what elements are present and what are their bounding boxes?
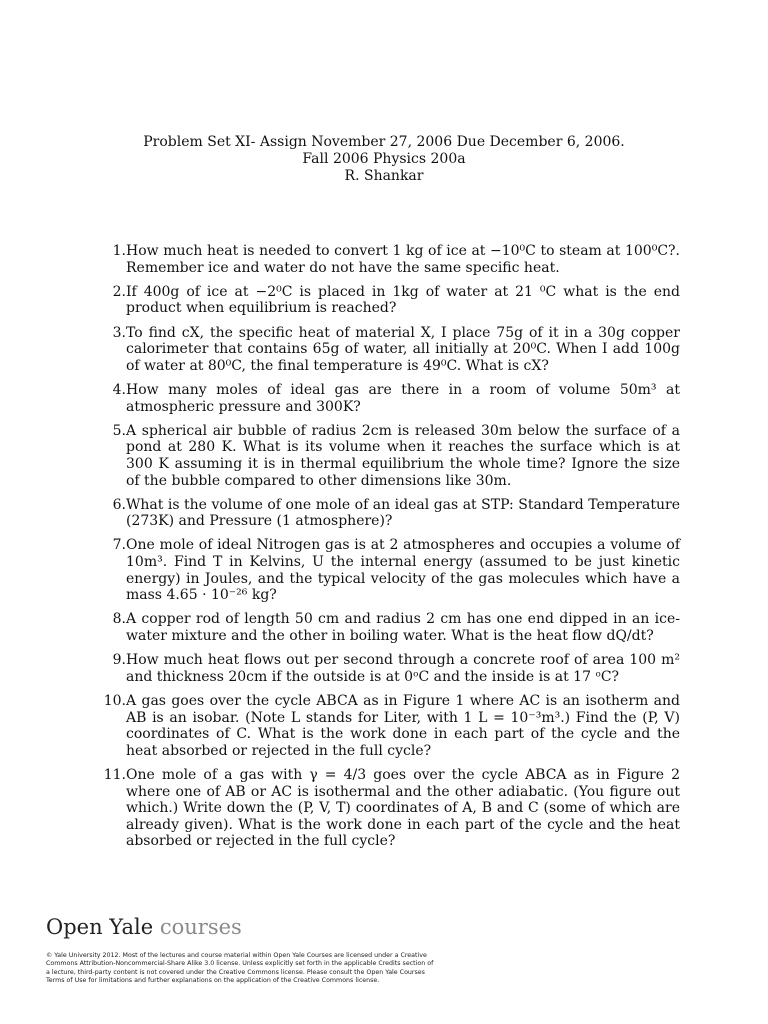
problem-number: 9. [112,652,126,669]
problem-number: 5. [112,422,126,439]
problem-item [102,423,680,489]
problem-number: 2. [112,283,126,300]
problem-text: A copper rod of length 50 cm and radius 2 cm has one end dipped in an ice-water mixture and the other in boiling water. What is the heat flow dQ/dt? [126,611,680,645]
problem-text: A spherical air bubble of radius 2cm is released 30m below the surface of a pond at 280 K. What is its volume when it reaches the surface which is at 300 K assuming it is in thermal equilibrium the whole time? Ignore the size of the bubble compared to other dimensions like 30m. [126,422,680,489]
problem-item [102,611,680,644]
problem-number: 6. [112,496,126,513]
brand-main: Open Yale [46,915,154,939]
problem-item [102,767,680,850]
problem-text: One mole of ideal Nitrogen gas is at 2 atmospheres and occupies a volume of 10m³. Find T in Kelvins, U the internal energy (assumed to be just kinetic energy) in Joules, and the typical velocity of the gas molecules which have a mass 4.65 · 10⁻²⁶ kg? [126,537,680,604]
problem-text: What is the volume of one mole of an ideal gas at STP: Standard Temperature (273K) and Pressure (1 atmosphere)? [126,496,680,530]
problem-item [102,652,680,685]
problem-item [102,693,680,759]
problem-text: How much heat is needed to convert 1 kg of ice at −10⁰C to steam at 100⁰C?. Remember ice and water do not have the same specific heat. [126,243,680,276]
problem-number: 10. [103,693,126,709]
problem-number: 11. [103,766,126,783]
problem-number: 8. [112,611,126,628]
problem-item [102,284,680,317]
open-yale-courses-logo [46,915,242,939]
problem-item [102,243,680,276]
problem-text: A gas goes over the cycle ABCA as in Figure 1 where AC is an isotherm and AB is an isobar. (Note L stands for Liter, with 1 L = 10⁻³m³.) Find the (P, V) coordinates of C. What is the work done in each part of the cycle and the heat absorbed or rejected in the full cycle? [126,693,680,759]
problem-item [102,497,680,530]
header-title: Problem Set XI- Assign November 27, 2006 Due December 6, 2006. [143,134,625,150]
license-notice: © Yale University 2012. Most of the lectures and course material within Open Yale Courses are licensed under a Creative Commons Attribution-Noncommercial-Share Alike 3.0 license. Unless explicitly set forth in the applicable Credits section of a lecture, third-party content is not covered under the Creative Commons license. Please consult the Open Yale Courses Terms of Use for limitations and further explanations on the application of the Creative Commons license. [46,952,434,985]
problem-text: One mole of a gas with γ = 4/3 goes over the cycle ABCA as in Figure 2 where one of AB or AC is isothermal and the other adiabatic. (You figure out which.) Write down the (P, V, T) coordinates of A, B and C (some of which are already given). What is the work done in each part of the cycle and the heat absorbed or rejected in the full cycle? [126,766,680,850]
document-header [0,134,768,185]
problem-item [102,325,680,375]
header-course: Fall 2006 Physics 200a [302,151,466,167]
problem-text: How many moles of ideal gas are there in a room of volume 50m³ at atmospheric pressure and 300K? [126,381,680,415]
problem-text: How much heat flows out per second through a concrete roof of area 100 m² and thickness 20cm if the outside is at 0ᵒC and the inside is at 17 ᵒC? [126,652,680,685]
problem-number: 3. [112,324,126,341]
problem-text: To find cX, the specific heat of material X, I place 75g of it in a 30g copper calorimeter that contains 65g of water, all initially at 20⁰C. When I add 100g of water at 80⁰C, the final temperature is 49⁰C. What is cX? [126,324,680,374]
header-author: R. Shankar [344,168,424,184]
problem-list [102,243,680,858]
brand-sub: courses [159,915,242,939]
problem-item [102,537,680,603]
problem-number: 7. [112,537,126,554]
problem-text: If 400g of ice at −2⁰C is placed in 1kg of water at 21 ⁰C what is the end product when equilibrium is reached? [126,283,680,317]
problem-number: 1. [112,243,126,259]
problem-number: 4. [112,381,126,398]
problem-item [102,382,680,415]
